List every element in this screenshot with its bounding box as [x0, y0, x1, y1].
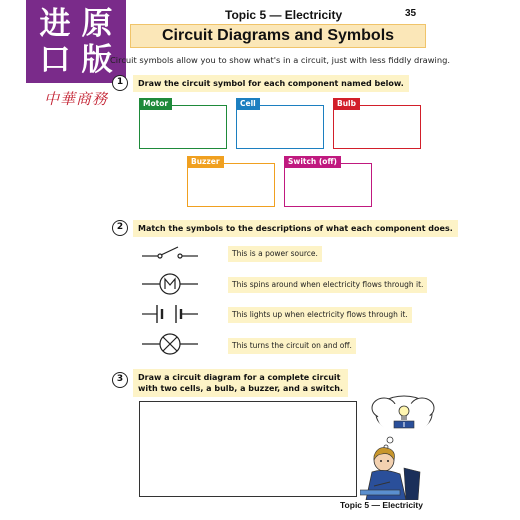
question-3-line-1: Draw a circuit diagram for a complete circuit: [138, 373, 341, 382]
badge-char: 版: [81, 42, 113, 78]
thinking-student-illustration: [360, 394, 440, 500]
publisher-badge: [26, 0, 126, 83]
publisher-name: 中華商務: [43, 90, 108, 108]
circuit-drawing-box[interactable]: [139, 401, 357, 497]
motor-drawing-box[interactable]: [139, 99, 227, 149]
cell-label: Cell: [236, 98, 260, 110]
bulb-drawing-box[interactable]: [333, 99, 421, 149]
description-on-off[interactable]: This turns the circuit on and off.: [228, 338, 356, 354]
battery-symbol-icon[interactable]: [140, 302, 200, 326]
switch-drawing-box[interactable]: [284, 157, 372, 207]
description-power-source[interactable]: This is a power source.: [228, 246, 322, 262]
lamp-symbol-icon[interactable]: [140, 332, 200, 356]
question-3-number: 3: [112, 372, 128, 388]
question-2-text: Match the symbols to the descriptions of what each component does.: [133, 220, 458, 237]
switch-symbol-icon[interactable]: [140, 244, 200, 262]
cell-drawing-box[interactable]: [236, 99, 324, 149]
motor-label: Motor: [139, 98, 172, 110]
badge-char: 口: [39, 42, 71, 78]
question-1-number: 1: [112, 75, 128, 91]
badge-char: 原: [81, 6, 113, 42]
description-spins[interactable]: This spins around when electricity flows through it.: [228, 277, 427, 293]
question-2-number: 2: [112, 220, 128, 236]
bulb-label: Bulb: [333, 98, 360, 110]
question-1-text: Draw the circuit symbol for each component named below.: [133, 75, 409, 92]
page-title: Circuit Diagrams and Symbols: [130, 24, 426, 48]
footer-topic: Topic 5 — Electricity: [340, 500, 423, 510]
badge-characters: [34, 6, 118, 78]
buzzer-label: Buzzer: [187, 156, 224, 168]
page-number: 35: [405, 8, 417, 19]
description-lights-up[interactable]: This lights up when electricity flows through it.: [228, 307, 412, 323]
badge-char: 进: [39, 6, 71, 42]
question-3-line-2: with two cells, a bulb, a buzzer, and a switch.: [138, 384, 343, 393]
buzzer-drawing-box[interactable]: [187, 157, 275, 207]
topic-header: Topic 5 — Electricity: [225, 8, 343, 22]
question-3-text: [133, 369, 348, 397]
intro-text: Circuit symbols allow you to show what's in a circuit, just with less fiddly drawing.: [110, 55, 451, 65]
switch-label: Switch (off): [284, 156, 341, 168]
motor-symbol-icon[interactable]: [140, 272, 200, 296]
